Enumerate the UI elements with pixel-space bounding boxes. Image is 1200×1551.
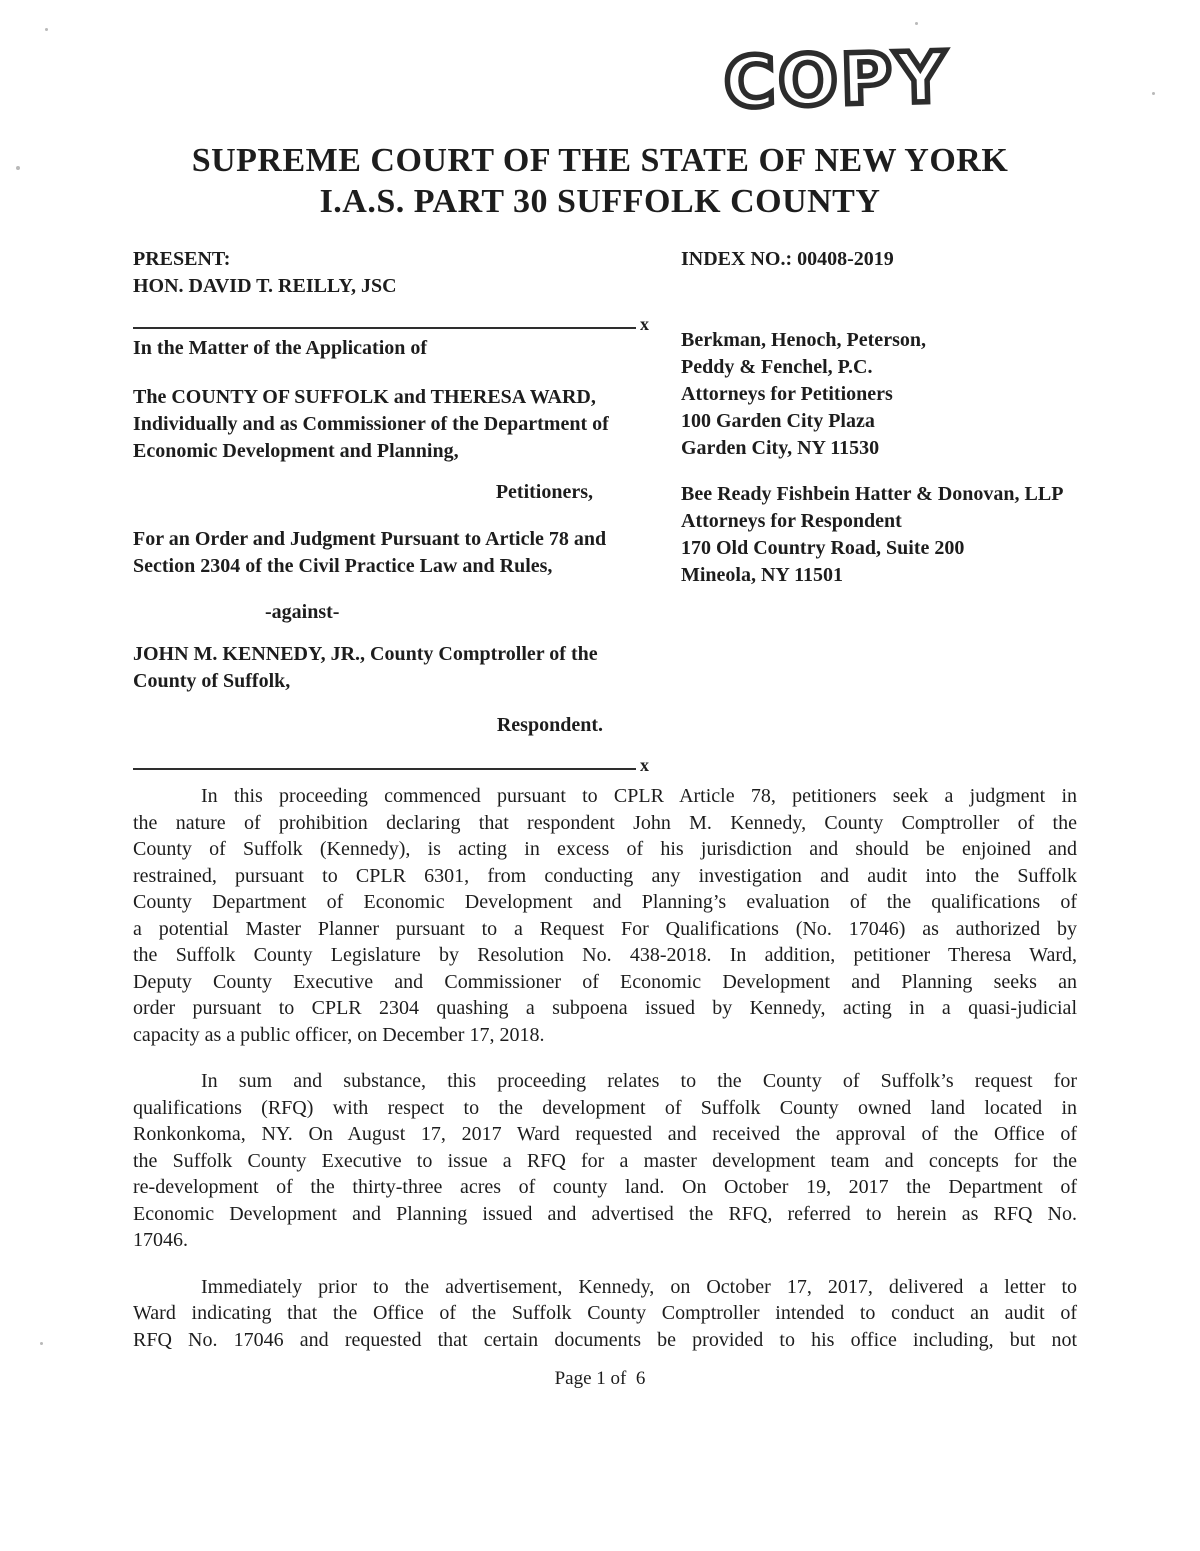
court-title-line-1: SUPREME COURT OF THE STATE OF NEW YORK — [191, 142, 1009, 179]
text-line: Mineola, NY 11501 — [681, 564, 844, 586]
caption-right-column — [681, 246, 1171, 589]
body-paragraph — [133, 1068, 1077, 1254]
text-line: In sum and substance, this proceeding relates to the County of Suffolk’s request for — [201, 1070, 1077, 1092]
caption-divider-top — [133, 310, 649, 332]
text-line: Berkman, Henoch, Peterson, — [681, 329, 926, 351]
text-line: re-development of the thirty-three acres of county land. On October 19, 2017 the Department of — [133, 1176, 1077, 1198]
text-line: 17046. — [133, 1229, 188, 1251]
text-line: the Suffolk County Legislature by Resolution No. 438-2018. In addition, petitioner Theresa Ward, — [133, 944, 1077, 966]
respondent-names — [133, 641, 649, 695]
decision-body — [133, 783, 1077, 1373]
scan-speckle — [40, 1342, 43, 1345]
text-line: Immediately prior to the advertisement, Kennedy, on October 17, 2017, delivered a letter to — [201, 1275, 1077, 1298]
text-line: Economic Development and Planning, — [133, 440, 459, 462]
divider-rule — [133, 327, 636, 329]
text-line: the Suffolk County Executive to issue a RFQ for a master development team and concepts for the — [133, 1149, 1077, 1172]
against-label: -against- — [265, 601, 340, 623]
text-line: Garden City, NY 11530 — [681, 437, 880, 459]
scan-speckle — [45, 28, 48, 31]
text-line: For an Order and Judgment Pursuant to Article 78 and — [133, 528, 607, 550]
divider-x-mark: x — [640, 314, 649, 334]
present-label: PRESENT: — [133, 248, 231, 270]
petitioner-names — [133, 384, 649, 465]
text-line: 170 Old Country Road, Suite 200 — [681, 537, 965, 559]
copy-stamp-text: COPY — [722, 36, 950, 124]
caption-left-column — [133, 246, 649, 773]
text-line: qualifications (RFQ) with respect to the development of Suffolk County owned land located in — [133, 1096, 1077, 1119]
text-line: Peddy & Fenchel, P.C. — [681, 356, 873, 378]
petitioners-label: Petitioners, — [495, 481, 593, 503]
scan-speckle — [915, 22, 918, 25]
body-paragraph — [133, 783, 1077, 1048]
text-line: RFQ No. 17046 and requested that certain documents be provided to his office including, but not — [133, 1328, 1077, 1351]
text-line: County Department of Economic Development and Planning’s evaluation of the qualifications of — [133, 891, 1077, 913]
text-line: Attorneys for Petitioners — [681, 383, 893, 405]
text-line: restrained, pursuant to CPLR 6301, from conducting any investigation and audit into the Suffolk — [133, 864, 1077, 887]
petitioners-attorneys-block — [681, 327, 1171, 462]
respondent-label: Respondent. — [496, 714, 603, 736]
court-title — [0, 140, 1200, 222]
text-line: the nature of prohibition declaring that respondent John M. Kennedy, County Comptroller of the — [133, 811, 1077, 834]
scan-speckle — [1152, 92, 1155, 95]
text-line: Attorneys for Respondent — [681, 510, 902, 532]
relief-description — [133, 526, 649, 580]
text-line: The COUNTY OF SUFFOLK and THERESA WARD, — [133, 386, 596, 408]
text-line: In this proceeding commenced pursuant to CPLR Article 78, petitioners seek a judgment in — [201, 785, 1077, 807]
copy-stamp — [719, 35, 957, 132]
body-paragraph — [133, 1274, 1077, 1354]
text-line: County of Suffolk (Kennedy), is acting in excess of his jurisdiction and should be enjoined and — [133, 838, 1077, 860]
respondent-attorneys-block — [681, 481, 1171, 589]
text-line: Ronkonkoma, NY. On August 17, 2017 Ward requested and received the approval of the Office of — [133, 1123, 1077, 1145]
text-line: Economic Development and Planning issued and advertised the RFQ, referred to herein as RFQ No. — [133, 1202, 1077, 1225]
divider-rule — [133, 768, 636, 770]
text-line: County of Suffolk, — [133, 670, 291, 692]
text-line: a potential Master Planner pursuant to a Request For Qualifications (No. 17046) as authorized by — [133, 917, 1077, 940]
text-line: Bee Ready Fishbein Hatter & Donovan, LLP — [681, 483, 1064, 505]
copy-stamp-graphic — [719, 35, 957, 127]
page-number: Page 1 of 6 — [554, 1368, 646, 1389]
judge-name: HON. DAVID T. REILLY, JSC — [133, 275, 397, 297]
text-line: Section 2304 of the Civil Practice Law and Rules, — [133, 555, 553, 577]
index-number: INDEX NO.: 00408-2019 — [681, 248, 894, 270]
caption-divider-bottom — [133, 751, 649, 773]
text-line: order pursuant to CPLR 2304 quashing a subpoena issued by Kennedy, acting in a quasi-judicial — [133, 997, 1077, 1019]
divider-x-mark: x — [640, 755, 649, 775]
text-line: JOHN M. KENNEDY, JR., County Comptroller of the — [133, 643, 598, 665]
matter-caption-line: In the Matter of the Application of — [133, 337, 428, 359]
court-title-line-2: I.A.S. PART 30 SUFFOLK COUNTY — [319, 183, 881, 220]
text-line: Ward indicating that the Office of the Suffolk County Comptroller intended to conduct an audit of — [133, 1302, 1077, 1324]
text-line: capacity as a public officer, on December 17, 2018. — [133, 1023, 545, 1046]
text-line: 100 Garden City Plaza — [681, 410, 875, 432]
text-line: Deputy County Executive and Commissioner of Economic Development and Planning seeks an — [133, 970, 1077, 993]
text-line: Individually and as Commissioner of the Department of — [133, 413, 609, 435]
